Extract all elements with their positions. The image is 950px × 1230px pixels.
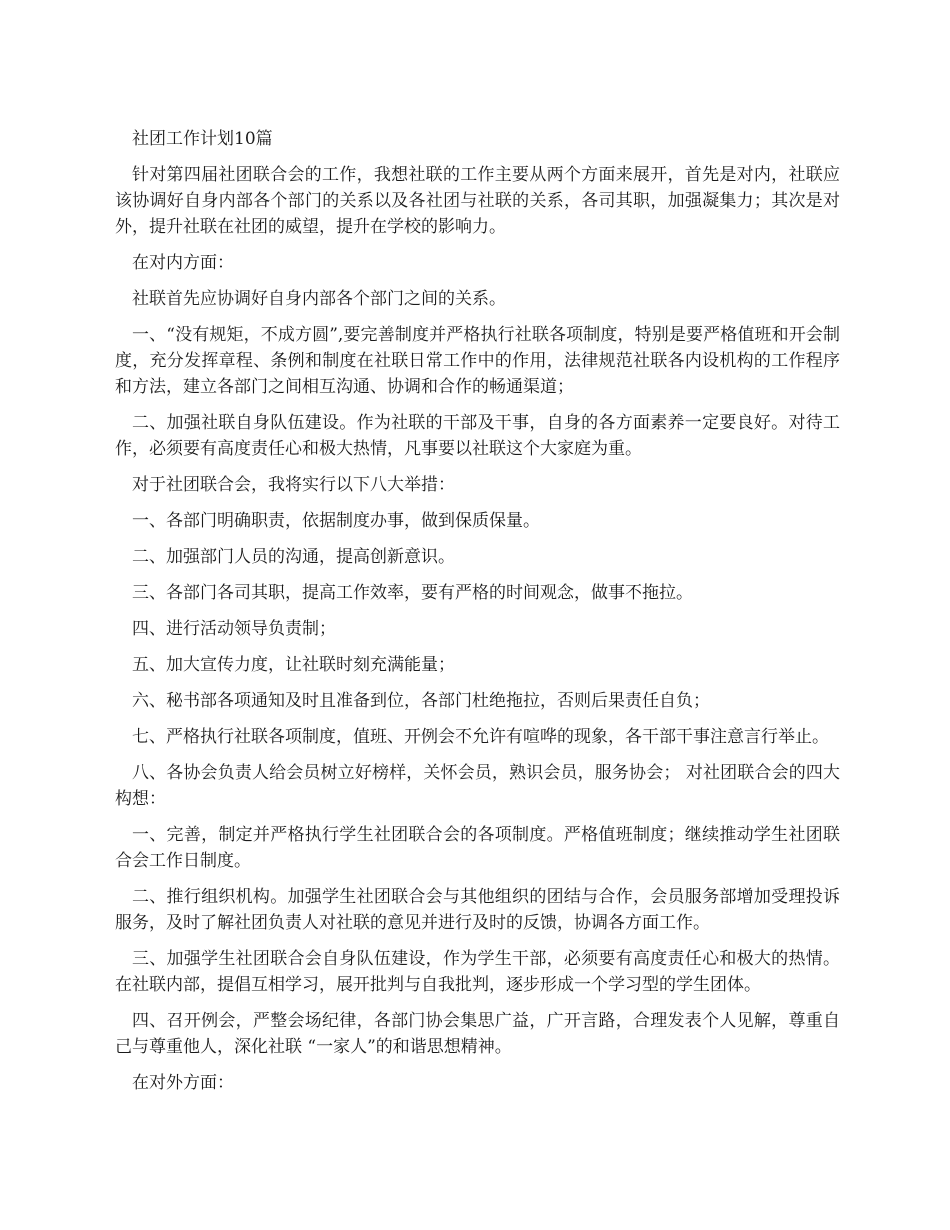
paragraph-measure-1: 一、各部门明确职责，依据制度办事，做到保质保量。 — [132, 511, 540, 531]
paragraph-measure-4: 四、进行活动领导负责制； — [132, 619, 336, 639]
paragraph-internal-heading: 在对内方面： — [132, 253, 234, 273]
paragraph-concept-4: 四、召开例会，严整会场纪律，各部门协会集思广益，广开言路，合理发表个人见解，尊重自己与尊重他人，深化社联 “一家人”的和谐思想精神。 — [115, 1011, 840, 1057]
paragraph-measure-3: 三、各部门各司其职，提高工作效率，要有严格的时间观念，做事不拖拉。 — [132, 583, 693, 603]
paragraph-measure-5: 五、加大宣传力度，让社联时刻充满能量； — [132, 655, 455, 675]
paragraph-eight-measures-heading: 对于社团联合会，我将实行以下八大举措： — [132, 475, 455, 495]
paragraph-measure-6: 六、秘书部各项通知及时且准备到位，各部门杜绝拖拉，否则后果责任自负； — [132, 691, 710, 711]
paragraph-concept-2: 二、推行组织机构。加强学生社团联合会与其他组织的团结与合作，会员服务部增加受理投诉服务，及时了解社团负责人对社联的意见并进行及时的反馈，协调各方面工作。 — [115, 887, 840, 933]
paragraph-team-building: 二、加强社联自身队伍建设。作为社联的干部及干事，自身的各方面素养一定要良好。对待工作，必须要有高度责任心和极大热情，凡事要以社联这个大家庭为重。 — [115, 413, 840, 459]
paragraph-measure-8: 八、各协会负责人给会员树立好榜样，关怀会员，熟识会员，服务协会； 对社团联合会的四大构想： — [115, 763, 840, 809]
paragraph-concept-1: 一、完善，制定并严格执行学生社团联合会的各项制度。严格值班制度；继续推动学生社团联合会工作日制度。 — [115, 825, 840, 871]
paragraph-intro: 针对第四届社团联合会的工作，我想社联的工作主要从两个方面来展开，首先是对内，社联应该协调好自身内部各个部门的关系以及各社团与社联的关系，各司其职，加强凝集力；其次是对外，提升社联在社团的威望，提升在学校的影响力。 — [115, 165, 840, 237]
paragraph-external-heading: 在对外方面： — [132, 1073, 234, 1093]
document-title: 社团工作计划10篇 — [132, 129, 273, 149]
paragraph-concept-3: 三、加强学生社团联合会自身队伍建设，作为学生干部，必须要有高度责任心和极大的热情。在社联内部，提倡互相学习，展开批判与自我批判，逐步形成一个学习型的学生团体。 — [115, 949, 840, 995]
document-body — [115, 126, 840, 1106]
paragraph-measure-2: 二、加强部门人员的沟通，提高创新意识。 — [132, 547, 455, 567]
paragraph-measure-7: 七、严格执行社联各项制度，值班、开例会不允许有喧哗的现象，各干部干事注意言行举止。 — [132, 727, 829, 747]
paragraph-internal-summary: 社联首先应协调好自身内部各个部门之间的关系。 — [132, 289, 506, 309]
paragraph-rules: 一、“没有规矩，不成方圆”,要完善制度并严格执行社联各项制度，特别是要严格值班和开会制度，充分发挥章程、条例和制度在社联日常工作中的作用，法律规范社联各内设机构的工作程序和方法，建立各部门之间相互沟通、协调和合作的畅通渠道； — [115, 325, 840, 397]
